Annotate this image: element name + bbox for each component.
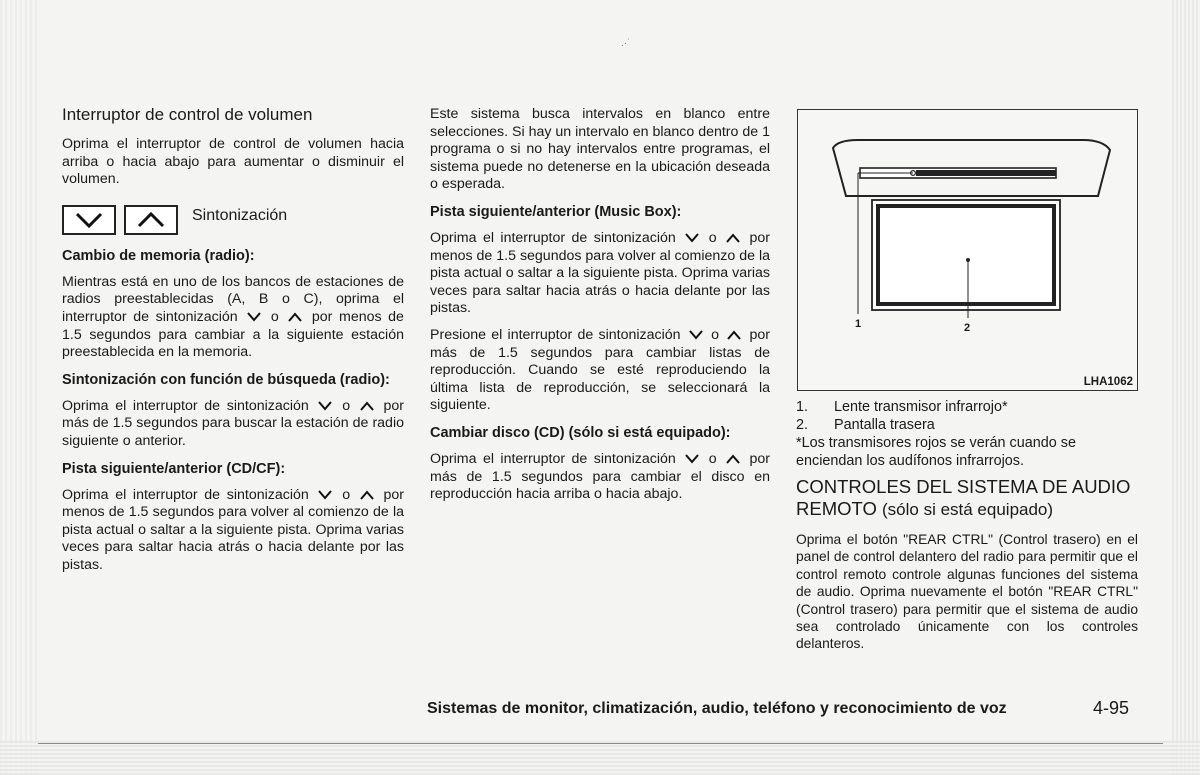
chevron-up-icon [136, 211, 166, 229]
track-mb-text-b: por menos de 1.5 segundos para volver al comienzo de la pista actual o saltar a la siguiente pista. Oprima varias veces para saltar hacia atrás o hacia delante por las pistas. [430, 229, 770, 317]
ir-note: *Los transmisores rojos se verán cuando se enciendan los audífonos infrarrojos. [796, 435, 1076, 469]
track-mb-text-a: Oprima el interruptor de sintonización [430, 229, 676, 246]
chevron-down-icon [685, 454, 699, 464]
track-musicbox-paragraph [430, 230, 770, 318]
legend-text: Pantalla trasera [834, 417, 935, 433]
column-right [796, 398, 1138, 662]
tuning-switch-row [62, 205, 404, 235]
column-left [62, 104, 404, 584]
memory-subheading: Cambio de memoria (radio): [62, 247, 255, 264]
remote-audio-heading-suffix: (sólo si está equipado) [882, 500, 1054, 519]
chevron-up-icon [360, 490, 374, 500]
seek-subheading: Sintonización con función de búsqueda (radio): [62, 371, 390, 388]
track-cd-text-a: Oprima el interruptor de sintonización [62, 486, 309, 503]
tuning-label: Sintonización [192, 206, 288, 224]
seek-text-b: por más de 1.5 segundos para buscar la estación de radio siguiente o anterior. [62, 397, 404, 449]
chevron-up-icon [360, 401, 374, 411]
chevron-down-icon [685, 233, 699, 243]
disc-subheading: Cambiar disco (CD) (sólo si está equipado): [430, 424, 731, 441]
bottom-rule [38, 743, 1163, 744]
legend-item-2 [796, 416, 1138, 434]
volume-heading: Interruptor de control de volumen [62, 105, 313, 124]
footer-title: Sistemas de monitor, climatización, audio, teléfono y reconocimiento de voz [427, 700, 1007, 717]
track-musicbox-subheading: Pista siguiente/anterior (Music Box): [430, 203, 682, 220]
or-text: o [711, 326, 719, 343]
volume-paragraph: Oprima el interruptor de control de volumen hacia arriba o hacia abajo para aumentar o disminuir el volumen. [62, 136, 404, 188]
rear-screen-illustration [798, 110, 1136, 392]
memory-paragraph [62, 274, 404, 362]
legend-item-1 [796, 398, 1138, 416]
legend-text: Lente transmisor infrarrojo* [834, 399, 1008, 415]
scan-mark: .·˙ [621, 38, 631, 49]
chevron-down-icon [689, 330, 703, 340]
track-cd-text-b: por menos de 1.5 segundos para volver al comienzo de la pista actual o saltar a la siguiente pista. Oprima varias veces para saltar hacia atrás o hacia delante por las pistas. [62, 486, 404, 573]
playlist-paragraph [430, 327, 770, 415]
chevron-up-icon [726, 233, 740, 243]
memory-text-a: Mientras está en uno de los bancos de estaciones de radios preestablecidas (A, B o C), oprima el interruptor de sintonización [62, 273, 404, 325]
playlist-text-a: Presione el interruptor de sintonización [430, 326, 681, 343]
figure-code: LHA1062 [1083, 376, 1133, 388]
chevron-down-icon [74, 211, 104, 229]
rear-screen-figure [797, 109, 1138, 391]
scan-edge-left [0, 0, 40, 775]
scan-edge-right [1172, 0, 1200, 775]
remote-audio-heading [796, 476, 1138, 521]
disc-text-a: Oprima el interruptor de sintonización [430, 450, 676, 467]
track-cd-paragraph [62, 487, 404, 575]
memory-text-b: por menos de 1.5 segundos para cambiar a la siguiente estación preestablecida en la memoria. [62, 308, 404, 361]
or-text: o [342, 397, 351, 414]
page-number: 4-95 [1093, 698, 1130, 718]
chevron-up-icon [727, 330, 741, 340]
or-text: o [342, 486, 351, 503]
track-cd-subheading: Pista siguiente/anterior (CD/CF): [62, 460, 286, 477]
or-text: o [270, 308, 279, 325]
playlist-text-b: por más de 1.5 segundos para cambiar listas de reproducción. Cuando se esté reproduciendo la última lista de reproducción, se seleccionará la siguiente. [430, 326, 770, 414]
rear-screen [872, 200, 1060, 310]
scan-edge-bottom [0, 741, 1200, 775]
remote-audio-heading-main: CONTROLES DEL SISTEMA DE AUDIO REMOTO [796, 476, 1131, 519]
chevron-up-icon [288, 312, 302, 322]
blank-interval-paragraph: Este sistema busca intervalos en blanco entre selecciones. Si hay un intervalo en blanco dentro de 1 programa o si no hay intervalos entre programas, el sistema puede no detenerse en la ubicación deseada o esperada. [430, 106, 770, 193]
or-text: o [708, 450, 717, 467]
legend-number: 2. [796, 417, 809, 433]
chevron-down-icon [247, 312, 261, 322]
disc-paragraph [430, 451, 770, 504]
tune-up-button [124, 205, 178, 235]
chevron-up-icon [726, 454, 740, 464]
disc-text-b: por más de 1.5 segundos para cambiar el disco en reproducción hacia arriba o hacia abajo. [430, 450, 770, 503]
chevron-down-icon [318, 490, 332, 500]
figure-label-2: 2 [964, 322, 971, 334]
legend-number: 1. [796, 399, 809, 415]
tune-down-button [62, 205, 116, 235]
rear-ctrl-paragraph: Oprima el botón "REAR CTRL" (Control trasero) en el panel de control delantero del radio para permitir que el control remoto controle algunas funciones del sistema de audio. Oprima nuevamente el botón "REAR CTRL" (Control trasero) para permitir que el sistema de audio sea controlado únicamente con los controles delanteros. [796, 532, 1138, 652]
or-text: o [708, 229, 717, 246]
seek-text-a: Oprima el interruptor de sintonización [62, 397, 309, 414]
figure-label-1: 1 [855, 318, 862, 330]
column-middle [430, 106, 770, 513]
chevron-down-icon [318, 401, 332, 411]
seek-paragraph [62, 398, 404, 451]
